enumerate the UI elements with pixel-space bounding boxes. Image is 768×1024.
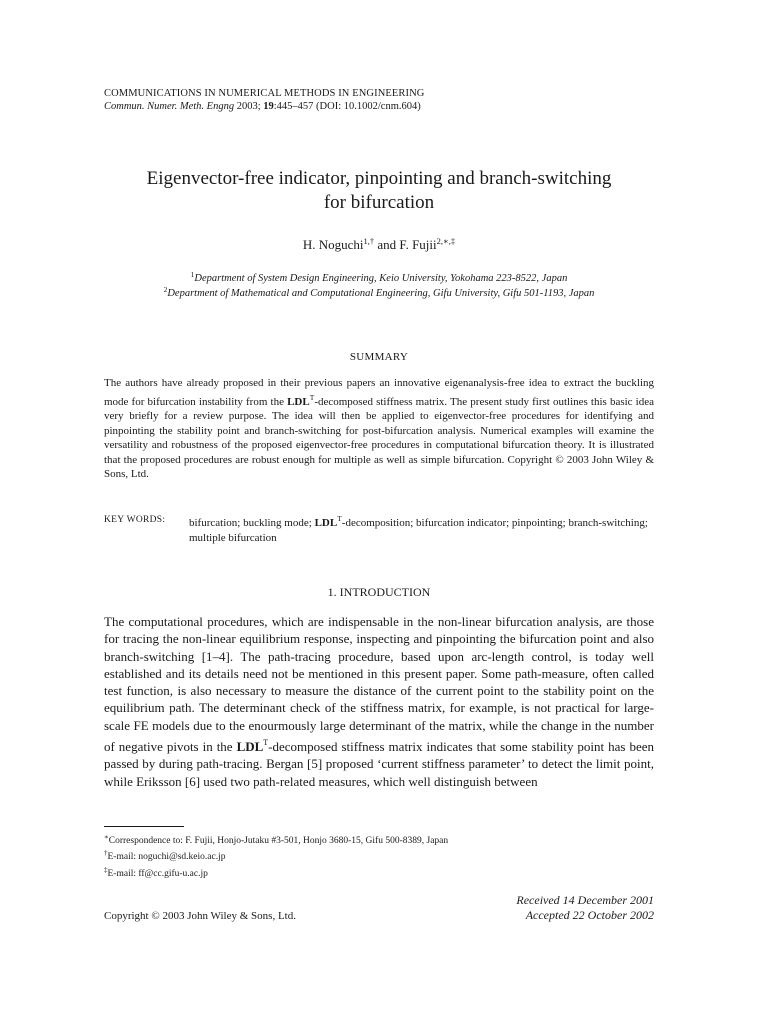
summary-heading: SUMMARY xyxy=(349,351,409,363)
affiliation-2-text: Department of Mathematical and Computational Engineering, Gifu University, Gifu 501-1193, Japan xyxy=(167,288,595,299)
footnote-text-3: E-mail: ff@cc.gifu-u.ac.jp xyxy=(107,868,208,879)
keywords-text-2: -decomposition; bifurcation indicator; pinpointing; branch-switching; multiple bifurcation xyxy=(189,517,648,544)
accepted-date: Accepted 22 October 2002 xyxy=(525,908,654,922)
footnote-text-1: Correspondence to: F. Fujii, Honjo-Jutaku #3-501, Honjo 3680-15, Gifu 500-8389, Japan xyxy=(108,836,449,846)
journal-pages-doi: :445–457 (DOI: 10.1002/cnm.604) xyxy=(273,101,421,112)
affiliation-1-num: 1 xyxy=(190,270,195,279)
affiliation-1 xyxy=(104,270,654,284)
keywords-label: KEY WORDS: xyxy=(104,515,166,525)
copyright-notice: Copyright © 2003 John Wiley & Sons, Ltd. xyxy=(104,910,296,922)
paper-dates xyxy=(516,893,654,923)
footnote-divider xyxy=(104,826,184,827)
author-2-marks: 2,∗,‡ xyxy=(436,236,456,246)
footnote-correspondence xyxy=(104,831,654,847)
footnote-text-2: E-mail: noguchi@sd.keio.ac.jp xyxy=(107,852,226,863)
received-date: Received 14 December 2001 xyxy=(516,893,654,907)
footnote-email-2 xyxy=(104,864,654,880)
journal-citation xyxy=(104,101,421,112)
intro-ldl: LDL xyxy=(236,739,264,755)
keywords xyxy=(104,512,654,545)
footnote-email-1 xyxy=(104,847,654,863)
abstract-ldl-sup: T xyxy=(309,392,315,402)
paper-page xyxy=(104,0,654,1024)
footnote-mark-3: ‡ xyxy=(104,865,108,874)
journal-name: COMMUNICATIONS IN NUMERICAL METHODS IN ENGINEERING xyxy=(104,88,425,99)
author-1-marks: 1,† xyxy=(363,236,375,246)
abstract-text-1: The authors have already proposed in their previous papers an innovative eigenanalysis-free idea to extract the buckling mode for bifurcation instability from the xyxy=(104,377,654,408)
abstract-paragraph xyxy=(104,376,654,482)
keywords-text xyxy=(189,512,654,545)
title-line-2: for bifurcation xyxy=(323,192,435,213)
author-1: H. Noguchi xyxy=(302,237,364,252)
footnote-mark-1: ∗ xyxy=(104,833,109,841)
intro-text-1: The computational procedures, which are indispensable in the non-linear bifurcation analysis, are those for tracing the non-linear equilibrium response, inspecting and pinpointing the bifurcation point and also branch-switching [1–4]. The path-tracing procedure, based upon arc-length control, is today well established and its details need not be mentioned in this present paper. Some path-measure, often called test function, is also necessary to measure the distance of the current point to the stability point on the equilibrium path. The determinant check of the stiffness matrix, for example, is not practical for large-scale FE models due to the enourmously large determinant of the matrix, while the change in the number of negative pivots in the xyxy=(104,614,654,755)
introduction-paragraph xyxy=(104,613,654,790)
journal-volume: 19 xyxy=(263,101,274,112)
title-line-1: Eigenvector-free indicator, pinpointing and branch-switching xyxy=(146,168,612,189)
keywords-text-1: bifurcation; buckling mode; xyxy=(189,517,315,529)
author-list xyxy=(104,236,654,253)
introduction-heading: 1. INTRODUCTION xyxy=(327,585,431,599)
abstract-text-2: -decomposed stiffness matrix. The present study first outlines this basic idea very briefly for a review purpose. The idea will then be applied to eigenvector-free procedures for identifying and pinpointing the stability point and branch-switching for post-bifurcation analysis. Numerical examples will examine the versatility and robustness of the proposed eigenvector-free procedures in computational bifurcation theory. It is illustrated that the proposed procedures are robust enough for multiple as well as simple bifurcation. Copyright © 2003 John Wiley & Sons, Ltd. xyxy=(104,395,654,480)
journal-abbr: Commun. Numer. Meth. Engng xyxy=(104,101,235,112)
keywords-ldl-sup: T xyxy=(337,514,342,523)
keywords-ldl: LDL xyxy=(314,517,338,529)
intro-ldl-sup: T xyxy=(263,738,269,748)
paper-title xyxy=(104,167,654,215)
affiliation-2 xyxy=(104,285,654,299)
footnote-mark-2: † xyxy=(104,849,108,858)
footnotes xyxy=(104,831,654,880)
intro-text-2: -decomposed stiffness matrix indicates that some stability point has been passed by during path-tracing. Bergan [5] proposed ‘current stiffness parameter’ to detect the limit point, while Eriksson [6] used two path-related measures, which well distinguish between xyxy=(104,739,654,789)
author-conjunction: and xyxy=(374,237,400,252)
author-2: F. Fujii xyxy=(399,237,437,252)
affiliation-2-num: 2 xyxy=(163,285,168,294)
abstract-ldl: LDL xyxy=(287,395,310,408)
affiliation-1-text: Department of System Design Engineering, Keio University, Yokohama 223-8522, Japan xyxy=(194,273,568,284)
journal-year: 2003; xyxy=(236,101,261,112)
